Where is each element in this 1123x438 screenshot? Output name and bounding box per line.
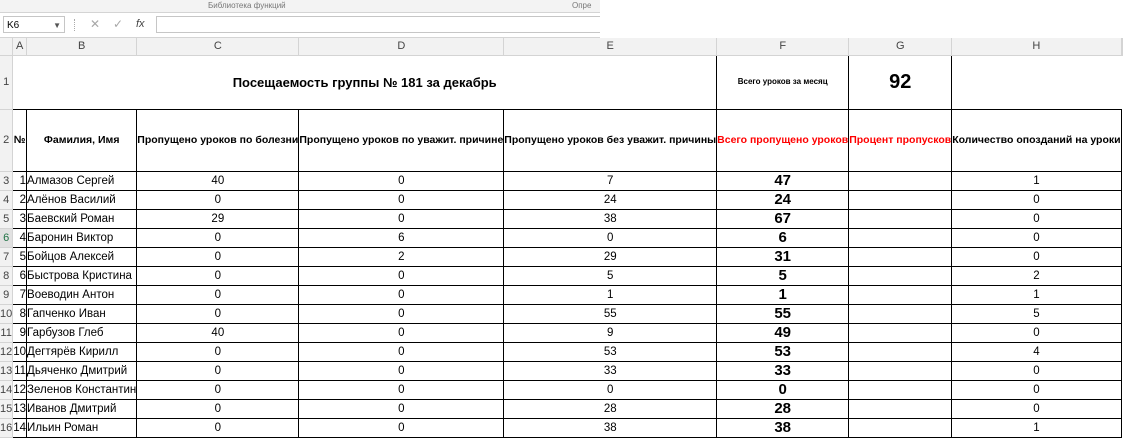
cell-name[interactable]: Дегтярёв Кирилл bbox=[27, 342, 137, 361]
table-row[interactable] bbox=[0, 247, 1122, 266]
empty-cell[interactable] bbox=[1121, 247, 1122, 266]
header-percent[interactable]: Процент пропусков bbox=[849, 109, 952, 171]
cell-invalid[interactable]: 5 bbox=[504, 266, 717, 285]
cell-late[interactable]: 1 bbox=[952, 418, 1121, 437]
cell-invalid[interactable]: 9 bbox=[504, 323, 717, 342]
table-row[interactable] bbox=[0, 342, 1122, 361]
select-all-corner[interactable] bbox=[0, 38, 13, 55]
cell-name[interactable]: Алёнов Василий bbox=[27, 190, 137, 209]
function-library-label: Библиотека функций bbox=[208, 1, 286, 10]
cell-sick[interactable]: 0 bbox=[137, 418, 299, 437]
table-row[interactable] bbox=[0, 171, 1122, 190]
cell-late[interactable]: 1 bbox=[952, 171, 1121, 190]
row-header[interactable]: 11 bbox=[0, 323, 13, 342]
cell-sick[interactable]: 0 bbox=[137, 342, 299, 361]
empty-cell[interactable] bbox=[1121, 209, 1122, 228]
cell-sick[interactable]: 0 bbox=[137, 285, 299, 304]
cell-percent[interactable] bbox=[849, 323, 952, 342]
cell-no[interactable]: 14 bbox=[13, 418, 27, 437]
cell-invalid[interactable]: 0 bbox=[504, 380, 717, 399]
cell-name[interactable]: Быстрова Кристина bbox=[27, 266, 137, 285]
empty-cell[interactable] bbox=[952, 55, 1121, 109]
cell-sick[interactable]: 0 bbox=[137, 304, 299, 323]
cell-valid[interactable]: 2 bbox=[299, 247, 504, 266]
empty-cell[interactable] bbox=[1121, 418, 1122, 437]
cell-total[interactable]: 6 bbox=[717, 228, 849, 247]
formula-bar bbox=[0, 13, 600, 38]
cell-valid[interactable]: 0 bbox=[299, 171, 504, 190]
cell-total[interactable]: 38 bbox=[717, 418, 849, 437]
cell-sick[interactable]: 0 bbox=[137, 266, 299, 285]
cell-percent[interactable] bbox=[849, 266, 952, 285]
cell-total[interactable]: 53 bbox=[717, 342, 849, 361]
sheet-table bbox=[0, 38, 1123, 438]
empty-cell[interactable] bbox=[1121, 361, 1122, 380]
enter-icon[interactable]: ✓ bbox=[113, 17, 124, 31]
spreadsheet-grid bbox=[0, 38, 1123, 438]
column-header-e[interactable]: E bbox=[504, 38, 717, 55]
cell-late[interactable]: 0 bbox=[952, 190, 1121, 209]
cell-invalid[interactable]: 24 bbox=[504, 190, 717, 209]
empty-cell[interactable] bbox=[1121, 323, 1122, 342]
empty-cell[interactable] bbox=[1121, 399, 1122, 418]
table-row[interactable] bbox=[0, 399, 1122, 418]
cell-no[interactable]: 4 bbox=[13, 228, 27, 247]
cell-late[interactable]: 0 bbox=[952, 247, 1121, 266]
row-header[interactable]: 10 bbox=[0, 304, 13, 323]
cell-name[interactable]: Гарбузов Глеб bbox=[27, 323, 137, 342]
cell-no[interactable]: 10 bbox=[13, 342, 27, 361]
row-header[interactable]: 6 bbox=[0, 228, 13, 247]
cell-name[interactable]: Баронин Виктор bbox=[27, 228, 137, 247]
column-header-c[interactable]: C bbox=[137, 38, 299, 55]
cell-invalid[interactable]: 38 bbox=[504, 209, 717, 228]
header-no[interactable]: № bbox=[13, 109, 27, 171]
empty-cell[interactable] bbox=[1121, 380, 1122, 399]
cell-valid[interactable]: 0 bbox=[299, 418, 504, 437]
cell-total[interactable]: 31 bbox=[717, 247, 849, 266]
cell-percent[interactable] bbox=[849, 190, 952, 209]
cell-percent[interactable] bbox=[849, 361, 952, 380]
cell-valid[interactable]: 0 bbox=[299, 399, 504, 418]
table-row[interactable] bbox=[0, 209, 1122, 228]
header-total[interactable]: Всего пропущено уроков bbox=[717, 109, 849, 171]
cell-percent[interactable] bbox=[849, 399, 952, 418]
empty-cell[interactable] bbox=[1121, 190, 1122, 209]
cell-total[interactable]: 33 bbox=[717, 361, 849, 380]
cell-name[interactable]: Дьяченко Дмитрий bbox=[27, 361, 137, 380]
cell-invalid[interactable]: 0 bbox=[504, 228, 717, 247]
cell-no[interactable]: 7 bbox=[13, 285, 27, 304]
cancel-icon[interactable]: ✕ bbox=[90, 17, 101, 31]
cell-invalid[interactable]: 38 bbox=[504, 418, 717, 437]
formula-bar-separator bbox=[74, 19, 77, 31]
cell-no[interactable]: 2 bbox=[13, 190, 27, 209]
table-row[interactable] bbox=[0, 304, 1122, 323]
cell-no[interactable]: 5 bbox=[13, 247, 27, 266]
cell-no[interactable]: 3 bbox=[13, 209, 27, 228]
cell-percent[interactable] bbox=[849, 304, 952, 323]
cell-percent[interactable] bbox=[849, 285, 952, 304]
cell-name[interactable]: Алмазов Сергей bbox=[27, 171, 137, 190]
sheet-title[interactable]: Посещаемость группы № 181 за декабрь bbox=[13, 55, 717, 109]
cell-valid[interactable]: 0 bbox=[299, 304, 504, 323]
row-header[interactable]: 4 bbox=[0, 190, 13, 209]
cell-invalid[interactable]: 33 bbox=[504, 361, 717, 380]
chevron-down-icon[interactable]: ▼ bbox=[53, 21, 61, 30]
column-header-f[interactable]: F bbox=[717, 38, 849, 55]
column-header-h[interactable]: H bbox=[952, 38, 1121, 55]
cell-late[interactable]: 0 bbox=[952, 209, 1121, 228]
row-header-2[interactable]: 2 bbox=[0, 109, 13, 171]
cell-invalid[interactable]: 7 bbox=[504, 171, 717, 190]
cell-valid[interactable]: 0 bbox=[299, 190, 504, 209]
empty-cell[interactable] bbox=[1121, 304, 1122, 323]
cell-percent[interactable] bbox=[849, 342, 952, 361]
row-header[interactable]: 5 bbox=[0, 209, 13, 228]
ribbon-strip bbox=[0, 0, 600, 13]
cell-late[interactable]: 2 bbox=[952, 266, 1121, 285]
empty-cell[interactable] bbox=[1121, 171, 1122, 190]
column-header-g[interactable]: G bbox=[849, 38, 952, 55]
cell-valid[interactable]: 0 bbox=[299, 323, 504, 342]
cell-total[interactable]: 0 bbox=[717, 380, 849, 399]
table-row[interactable] bbox=[0, 266, 1122, 285]
header-late[interactable]: Количество опозданий на уроки bbox=[952, 109, 1121, 171]
cell-no[interactable]: 12 bbox=[13, 380, 27, 399]
cell-late[interactable]: 1 bbox=[952, 285, 1121, 304]
cell-late[interactable]: 0 bbox=[952, 380, 1121, 399]
cell-name[interactable]: Иванов Дмитрий bbox=[27, 399, 137, 418]
cell-late[interactable]: 0 bbox=[952, 361, 1121, 380]
cell-sick[interactable]: 0 bbox=[137, 361, 299, 380]
cell-no[interactable]: 6 bbox=[13, 266, 27, 285]
cell-valid[interactable]: 0 bbox=[299, 266, 504, 285]
cell-valid[interactable]: 0 bbox=[299, 285, 504, 304]
row-header[interactable]: 12 bbox=[0, 342, 13, 361]
cell-total[interactable]: 5 bbox=[717, 266, 849, 285]
row-header-1[interactable]: 1 bbox=[0, 55, 13, 109]
cell-sick[interactable]: 0 bbox=[137, 247, 299, 266]
empty-cell[interactable] bbox=[1121, 285, 1122, 304]
cell-sick[interactable]: 29 bbox=[137, 209, 299, 228]
cell-valid[interactable]: 0 bbox=[299, 361, 504, 380]
column-header-d[interactable]: D bbox=[299, 38, 504, 55]
cell-name[interactable]: Ильин Роман bbox=[27, 418, 137, 437]
cell-sick[interactable]: 40 bbox=[137, 323, 299, 342]
cell-name[interactable]: Баевский Роман bbox=[27, 209, 137, 228]
cell-total[interactable]: 28 bbox=[717, 399, 849, 418]
cell-total[interactable]: 1 bbox=[717, 285, 849, 304]
cell-percent[interactable] bbox=[849, 380, 952, 399]
cell-no[interactable]: 8 bbox=[13, 304, 27, 323]
cell-name[interactable]: Воеводин Антон bbox=[27, 285, 137, 304]
name-box-value: K6 bbox=[7, 20, 20, 31]
cell-total[interactable]: 55 bbox=[717, 304, 849, 323]
table-row[interactable] bbox=[0, 190, 1122, 209]
cell-name[interactable]: Бойцов Алексей bbox=[27, 247, 137, 266]
table-row[interactable] bbox=[0, 285, 1122, 304]
cell-late[interactable]: 0 bbox=[952, 399, 1121, 418]
cell-invalid[interactable]: 1 bbox=[504, 285, 717, 304]
cell-late[interactable]: 0 bbox=[952, 228, 1121, 247]
cell-no[interactable]: 11 bbox=[13, 361, 27, 380]
cell-late[interactable]: 0 bbox=[952, 323, 1121, 342]
row-header[interactable]: 9 bbox=[0, 285, 13, 304]
cell-invalid[interactable]: 55 bbox=[504, 304, 717, 323]
column-header-i[interactable] bbox=[1121, 38, 1122, 55]
cell-sick[interactable]: 0 bbox=[137, 190, 299, 209]
cell-invalid[interactable]: 53 bbox=[504, 342, 717, 361]
cell-valid[interactable]: 0 bbox=[299, 380, 504, 399]
cell-percent[interactable] bbox=[849, 209, 952, 228]
formula-input[interactable] bbox=[156, 16, 600, 33]
column-header-a[interactable]: A bbox=[13, 38, 27, 55]
insert-function-icon[interactable]: fx bbox=[136, 18, 145, 30]
cell-invalid[interactable]: 29 bbox=[504, 247, 717, 266]
cell-percent[interactable] bbox=[849, 418, 952, 437]
header-name[interactable]: Фамилия, Имя bbox=[27, 109, 137, 171]
total-lessons-label[interactable]: Всего уроков за месяц bbox=[717, 55, 849, 109]
row-header[interactable]: 8 bbox=[0, 266, 13, 285]
header-valid[interactable]: Пропущено уроков по уважит. причине bbox=[299, 109, 504, 171]
empty-cell[interactable] bbox=[1121, 266, 1122, 285]
row-header[interactable]: 15 bbox=[0, 399, 13, 418]
row-header[interactable]: 14 bbox=[0, 380, 13, 399]
row-header[interactable]: 7 bbox=[0, 247, 13, 266]
cell-percent[interactable] bbox=[849, 228, 952, 247]
cell-name[interactable]: Зеленов Константин bbox=[27, 380, 137, 399]
cell-valid[interactable]: 6 bbox=[299, 228, 504, 247]
header-invalid[interactable]: Пропущено уроков без уважит. причины bbox=[504, 109, 717, 171]
cell-late[interactable]: 4 bbox=[952, 342, 1121, 361]
ribbon-right-label: Опре bbox=[572, 1, 592, 10]
cell-valid[interactable]: 0 bbox=[299, 342, 504, 361]
cell-invalid[interactable]: 28 bbox=[504, 399, 717, 418]
cell-total[interactable]: 24 bbox=[717, 190, 849, 209]
cell-sick[interactable]: 0 bbox=[137, 380, 299, 399]
cell-sick[interactable]: 40 bbox=[137, 171, 299, 190]
cell-sick[interactable]: 0 bbox=[137, 399, 299, 418]
cell-valid[interactable]: 0 bbox=[299, 209, 504, 228]
cell-percent[interactable] bbox=[849, 247, 952, 266]
header-sick[interactable]: Пропущено уроков по болезни bbox=[137, 109, 299, 171]
cell-name[interactable]: Гапченко Иван bbox=[27, 304, 137, 323]
table-row[interactable] bbox=[0, 418, 1122, 437]
cell-no[interactable]: 9 bbox=[13, 323, 27, 342]
empty-cell[interactable] bbox=[1121, 109, 1122, 171]
cell-total[interactable]: 47 bbox=[717, 171, 849, 190]
table-row[interactable] bbox=[0, 380, 1122, 399]
cell-late[interactable]: 5 bbox=[952, 304, 1121, 323]
cell-sick[interactable]: 0 bbox=[137, 228, 299, 247]
cell-no[interactable]: 1 bbox=[13, 171, 27, 190]
table-row[interactable] bbox=[0, 361, 1122, 380]
cell-total[interactable]: 67 bbox=[717, 209, 849, 228]
cell-no[interactable]: 13 bbox=[13, 399, 27, 418]
column-header-b[interactable]: B bbox=[27, 38, 137, 55]
row-header[interactable]: 13 bbox=[0, 361, 13, 380]
row-header[interactable]: 16 bbox=[0, 418, 13, 437]
cell-percent[interactable] bbox=[849, 171, 952, 190]
empty-cell[interactable] bbox=[1121, 342, 1122, 361]
row-header[interactable]: 3 bbox=[0, 171, 13, 190]
name-box[interactable] bbox=[3, 16, 65, 33]
empty-cell[interactable] bbox=[1121, 228, 1122, 247]
total-lessons-value[interactable]: 92 bbox=[849, 55, 952, 109]
table-row[interactable] bbox=[0, 228, 1122, 247]
table-row[interactable] bbox=[0, 323, 1122, 342]
cell-total[interactable]: 49 bbox=[717, 323, 849, 342]
